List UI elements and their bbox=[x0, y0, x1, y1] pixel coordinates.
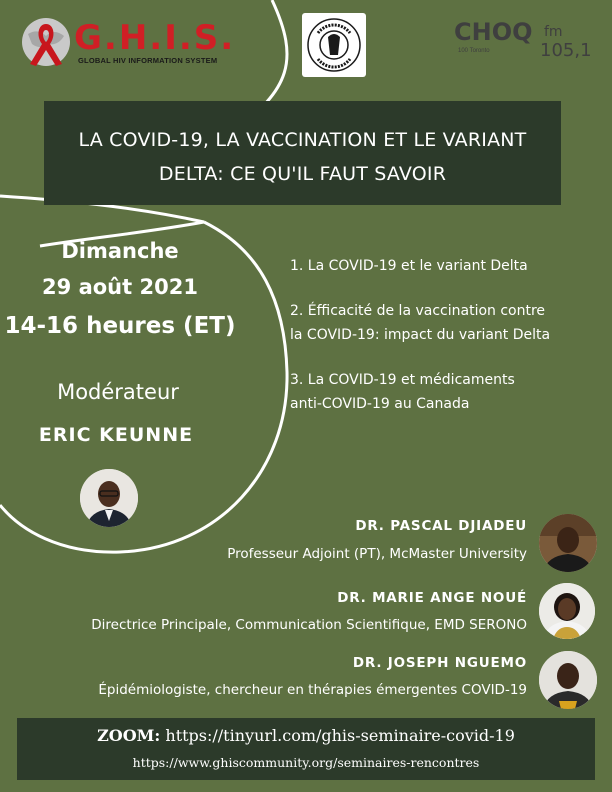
agenda-item-line: anti-COVID-19 au Canada bbox=[290, 396, 470, 412]
africans-in-partnership-seal-icon bbox=[302, 13, 366, 77]
speaker-2-photo-icon bbox=[539, 583, 595, 639]
choq-frequency: 105,1 bbox=[540, 40, 592, 61]
afp-logo bbox=[302, 13, 366, 77]
choq-city: 100 Toronto bbox=[458, 48, 490, 54]
speaker-1-name: DR. PASCAL DJIADEU bbox=[355, 518, 527, 534]
speaker-1-avatar bbox=[539, 514, 597, 572]
moderator-photo-icon bbox=[80, 469, 138, 527]
page-title-line-1: LA COVID-19, LA VACCINATION ET LE VARIANT bbox=[78, 129, 527, 151]
page-title-line-2: DELTA: CE QU'IL FAUT SAVOIR bbox=[158, 163, 447, 185]
agenda-item bbox=[290, 368, 600, 416]
agenda-item bbox=[290, 254, 600, 278]
title-box bbox=[44, 101, 561, 205]
agenda-item-line: 1. La COVID-19 et le variant Delta bbox=[290, 258, 528, 274]
choq-wordmark: CHOQ bbox=[454, 18, 533, 46]
event-datetime bbox=[0, 234, 240, 346]
speaker-3-photo-icon bbox=[539, 651, 597, 709]
speaker-1-role: Professeur Adjoint (PT), McMaster University bbox=[227, 546, 527, 562]
event-day: Dimanche bbox=[61, 239, 179, 263]
zoom-line bbox=[17, 726, 595, 746]
moderator-label: Modérateur bbox=[57, 380, 179, 404]
red-ribbon-globe-icon bbox=[18, 14, 74, 70]
speaker-1-photo-icon bbox=[539, 514, 597, 572]
website-link[interactable]: https://www.ghiscommunity.org/seminaires-rencontres bbox=[132, 755, 480, 770]
ghis-subtitle: GLOBAL HIV INFORMATION SYSTEM bbox=[78, 56, 218, 65]
speaker-3-name: DR. JOSEPH NGUEMO bbox=[352, 655, 527, 671]
speaker-3-avatar bbox=[539, 651, 597, 709]
speaker-2-name: DR. MARIE ANGE NOUÉ bbox=[337, 590, 527, 606]
speaker-2-role: Directrice Principale, Communication Scientifique, EMD SERONO bbox=[91, 617, 527, 633]
event-time: 14-16 heures (ET) bbox=[4, 313, 236, 339]
agenda-item-line: 2. Éfficacité de la vaccination contre bbox=[290, 303, 546, 319]
agenda-item-line: la COVID-19: impact du variant Delta bbox=[290, 327, 551, 343]
ghis-logo bbox=[18, 14, 236, 72]
choq-fm-label: fm bbox=[544, 24, 563, 40]
agenda-item-line: 3. La COVID-19 et médicaments bbox=[290, 372, 515, 388]
ghis-wordmark: G.H.I.S. bbox=[74, 18, 236, 58]
zoom-info-box bbox=[17, 718, 595, 780]
zoom-link[interactable]: https://tinyurl.com/ghis-seminaire-covid-19 bbox=[165, 726, 515, 745]
event-date: 29 août 2021 bbox=[42, 275, 198, 299]
agenda-list bbox=[290, 254, 600, 437]
zoom-label: ZOOM: bbox=[97, 726, 161, 745]
speaker-2-avatar bbox=[539, 583, 595, 639]
moderator-avatar bbox=[80, 469, 138, 527]
choq-fm-logo bbox=[454, 18, 594, 68]
moderator-name: ERIC KEUNNE bbox=[38, 424, 194, 446]
speaker-3-role: Épidémiologiste, chercheur en thérapies émergentes COVID-19 bbox=[98, 682, 527, 698]
agenda-item bbox=[290, 299, 600, 347]
